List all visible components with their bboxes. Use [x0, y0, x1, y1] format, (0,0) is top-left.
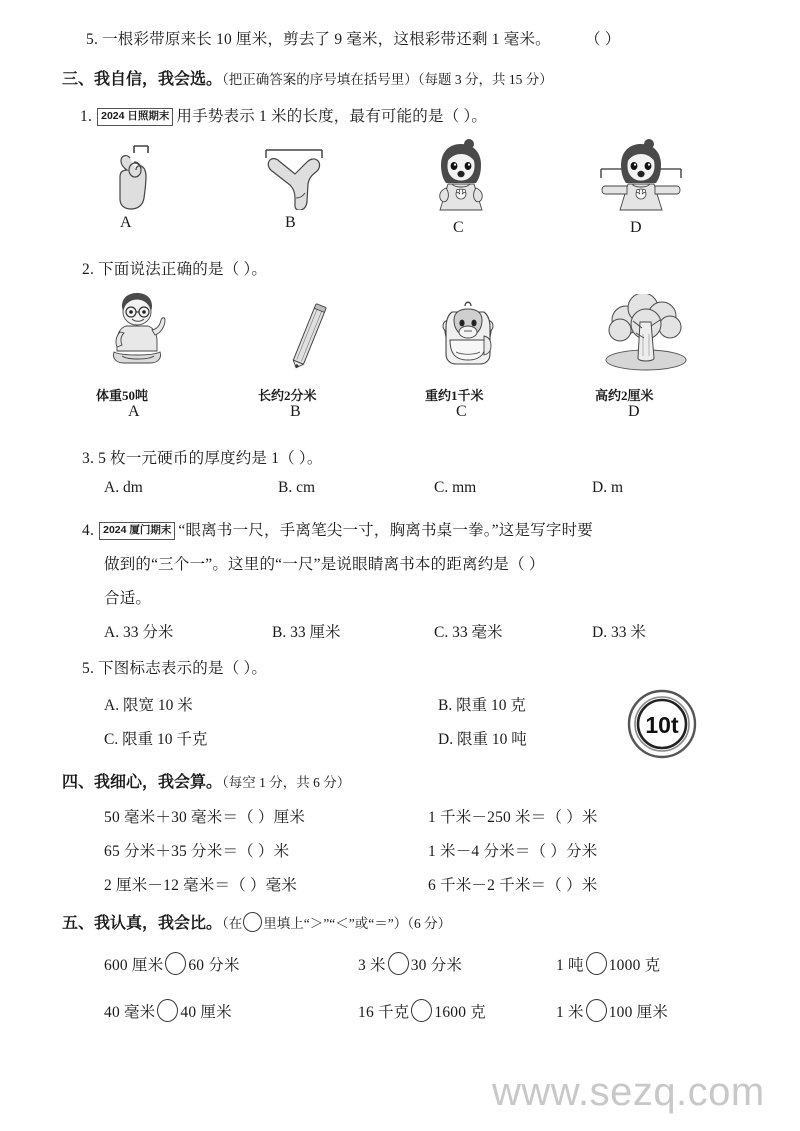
compare-blank-circle-sample[interactable]	[243, 912, 262, 932]
section-5-note-post: 里填上“＞”“＜”或“＝”）（6 分）	[263, 916, 452, 931]
compare-2-1-left: 40 毫米	[104, 1004, 156, 1021]
boy-sitting-icon	[98, 292, 178, 372]
compare-row-1-item-2	[358, 952, 462, 975]
question-5-text: 下图标志表示的是（ ）。	[98, 660, 268, 677]
section-4-heading	[62, 769, 350, 792]
pencil-icon	[278, 300, 338, 374]
question-3-option-b: B. cm	[278, 479, 316, 496]
truefalse-item-5-blank: （ ）	[584, 31, 621, 48]
tree-icon	[598, 294, 694, 372]
question-2-stem	[82, 257, 267, 279]
compare-row-2-item-1	[104, 999, 232, 1022]
compare-row-2-item-2	[358, 999, 486, 1022]
question-2-number: 2.	[82, 261, 95, 278]
weight-limit-sign-icon	[626, 688, 698, 760]
section-3-heading	[62, 66, 553, 89]
weight-limit-sign-text: 10t	[645, 712, 679, 738]
backpack-icon	[432, 296, 504, 372]
section-5-heading	[62, 910, 451, 933]
question-2-choice-a: A	[128, 403, 140, 420]
question-1-stem	[80, 104, 487, 126]
question-2-caption-d: 高约2厘米	[595, 388, 654, 403]
hand-span-icon	[258, 142, 332, 210]
question-4-text-line2: 做到的“三个一”。这里的“一尺”是说眼睛离书本的距离约是（ ）	[104, 556, 545, 573]
section-5-note-pre: （在	[222, 916, 243, 931]
compare-2-1-blank[interactable]	[157, 999, 178, 1022]
question-5-option-a: A. 限宽 10 米	[104, 697, 193, 714]
question-1-source-tag: 2024 日照期末	[97, 108, 173, 126]
question-1-choice-c: C	[453, 219, 464, 236]
question-4-option-c: C. 33 毫米	[434, 624, 503, 641]
calc-row-1-left: 50 毫米＋30 毫米＝（ ）厘米	[104, 809, 306, 826]
question-1-choice-b: B	[285, 214, 296, 231]
compare-1-1-left: 600 厘米	[104, 957, 164, 974]
calc-row-3-left: 2 厘米－12 毫米＝（ ）毫米	[104, 877, 298, 894]
question-2-caption-b: 长约2分米	[258, 388, 317, 403]
question-4-number: 4.	[82, 522, 95, 539]
question-3-stem	[82, 446, 323, 468]
question-2-caption-c: 重约1千米	[425, 388, 484, 403]
calc-row-3-right: 6 千米－2 千米＝（ ）米	[428, 877, 598, 894]
question-2-choice-c: C	[456, 403, 467, 420]
calc-row-2-left: 65 分米＋35 分米＝（ ）米	[104, 843, 290, 860]
compare-2-3-right: 100 厘米	[608, 1004, 669, 1021]
question-5-option-b: B. 限重 10 克	[438, 697, 526, 714]
compare-1-3-blank[interactable]	[586, 952, 607, 975]
compare-2-3-blank[interactable]	[586, 999, 607, 1022]
section-5-title: 五、我认真，我会比。	[62, 915, 223, 932]
girl-hands-chest-icon	[428, 138, 494, 214]
question-3-option-c: C. mm	[434, 479, 477, 496]
compare-row-2-item-3	[556, 999, 668, 1022]
compare-2-3-left: 1 米	[556, 1004, 584, 1021]
compare-1-2-left: 3 米	[358, 957, 386, 974]
compare-2-2-right: 1600 克	[434, 1004, 486, 1021]
compare-2-1-right: 40 厘米	[180, 1004, 232, 1021]
compare-row-1-item-1	[104, 952, 240, 975]
question-2-text: 下面说法正确的是（ ）。	[98, 261, 268, 278]
compare-1-3-right: 1000 克	[608, 957, 661, 974]
question-4-text-line3: 合适。	[104, 590, 152, 607]
calc-row-1-right: 1 千米－250 米＝（ ）米	[428, 809, 598, 826]
calc-row-2-right: 1 米－4 分米＝（ ）分米	[428, 843, 598, 860]
truefalse-item-5	[86, 27, 620, 49]
section-4-note: （每空 1 分，共 6 分）	[222, 775, 351, 790]
question-3-number: 3.	[82, 450, 95, 467]
question-3-option-d: D. m	[592, 479, 623, 496]
compare-1-3-left: 1 吨	[556, 957, 584, 974]
compare-1-1-blank[interactable]	[165, 952, 186, 975]
question-2-caption-a: 体重50吨	[96, 388, 149, 403]
question-1-choice-a: A	[120, 214, 132, 231]
question-2-choice-b: B	[290, 403, 301, 420]
section-3-title: 三、我自信，我会选。	[62, 71, 223, 88]
question-1-choice-d: D	[630, 219, 642, 236]
girl-arms-wide-icon	[596, 138, 686, 214]
truefalse-item-5-number: 5.	[86, 31, 99, 48]
question-4-option-d: D. 33 米	[592, 624, 646, 641]
site-watermark: www.sezq.com	[492, 1070, 765, 1114]
question-1-number: 1.	[80, 108, 93, 125]
question-1-text: 用手势表示 1 米的长度，最有可能的是（ ）。	[176, 108, 488, 125]
compare-2-2-left: 16 千克	[358, 1004, 410, 1021]
question-4-stem	[82, 518, 593, 540]
question-5-stem	[82, 656, 267, 678]
hand-pinch-icon	[104, 142, 166, 210]
compare-2-2-blank[interactable]	[411, 999, 432, 1022]
compare-1-1-right: 60 分米	[188, 957, 240, 974]
question-4-source-tag: 2024 厦门期末	[99, 522, 175, 540]
compare-1-2-right: 30 分米	[410, 957, 463, 974]
question-4-text-line1: “眼离书一尺，手离笔尖一寸，胸离书桌一拳。”这是写字时要	[178, 522, 594, 539]
question-5-number: 5.	[82, 660, 95, 677]
truefalse-item-5-text: 一根彩带原来长 10 厘米，剪去了 9 毫米，这根彩带还剩 1 毫米。	[102, 31, 551, 48]
section-3-note: （把正确答案的序号填在括号里）（每题 3 分，共 15 分）	[222, 72, 553, 87]
question-4-option-a: A. 33 分米	[104, 624, 174, 641]
compare-1-2-blank[interactable]	[388, 952, 409, 975]
compare-row-1-item-3	[556, 952, 660, 975]
question-4-option-b: B. 33 厘米	[272, 624, 341, 641]
question-5-option-c: C. 限重 10 千克	[104, 731, 208, 748]
question-3-text: 5 枚一元硬币的厚度约是 1（ ）。	[98, 450, 323, 467]
section-4-title: 四、我细心，我会算。	[62, 774, 223, 791]
question-3-option-a: A. dm	[104, 479, 143, 496]
question-5-option-d: D. 限重 10 吨	[438, 731, 527, 748]
question-2-choice-d: D	[628, 403, 640, 420]
